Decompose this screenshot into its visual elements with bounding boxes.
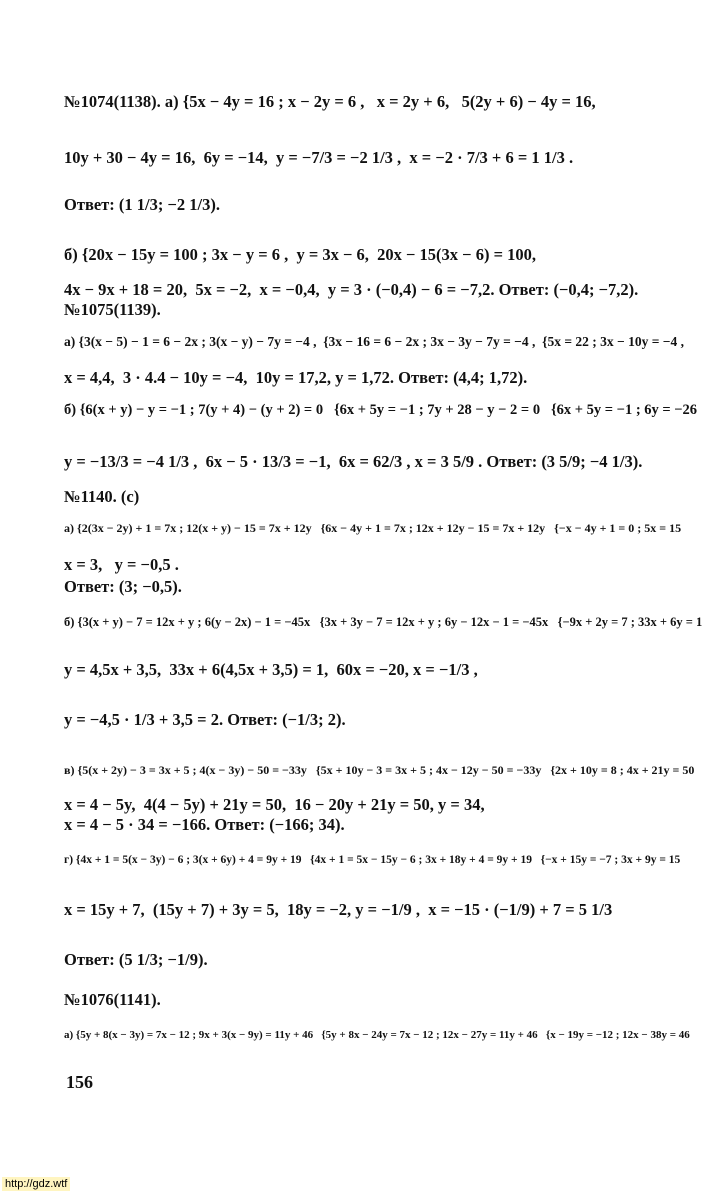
problem-1075a-solution: x = 4,4, 3 · 4.4 − 10y = −4, 10y = 17,2, y = 1,72. Ответ: (4,4; 1,72). — [64, 368, 528, 387]
problem-1140a-systems: а) {2(3x − 2y) + 1 = 7x ; 12(x + y) − 15 = 7x + 12y {6x − 4y + 1 = 7x ; 12x + 12y − 15 = 7x + 12y {−x − 4y + 1 = 0 ; 5x = 15 — [64, 521, 682, 535]
problem-1076-heading: №1076(1141). — [64, 990, 161, 1009]
problem-1076a-systems: а) {5y + 8(x − 3y) = 7x − 12 ; 9x + 3(x − 9y) = 11y + 46 {5y + 8x − 24y = 7x − 12 ; 12x − 27y = 11y + 46 {x − 19y = −12 ; 12x − 38y = 46 — [64, 1029, 690, 1041]
problem-1140v-systems: в) {5(x + 2y) − 3 = 3x + 5 ; 4(x − 3y) − 50 = −33y {5x + 10y − 3 = 3x + 5 ; 4x − 12y − 50 = −33y {2x + 10y = 8 ; 4x + 21y = 50 — [64, 763, 695, 777]
problem-1140g-solution: x = 15y + 7, (15y + 7) + 3y = 5, 18y = −2, y = −1/9 , x = −15 · (−1/9) + 7 = 5 1/3 — [64, 900, 613, 919]
problem-1140a-answer: Ответ: (3; −0,5). — [64, 577, 182, 596]
page-number: 156 — [66, 1072, 93, 1092]
problem-1074b-line-2: 4x − 9x + 18 = 20, 5x = −2, x = −0,4, y = 3 · (−0,4) − 6 = −7,2. Ответ: (−0,4; −7,2). — [64, 280, 639, 299]
problem-1074-line-2: 10y + 30 − 4y = 16, 6y = −14, y = −7/3 = −2 1/3 , x = −2 · 7/3 + 6 = 1 1/3 . — [64, 148, 574, 167]
problem-1075-heading: №1075(1139). — [64, 300, 161, 319]
problem-1140b-systems: б) {3(x + y) − 7 = 12x + y ; 6(y − 2x) − 1 = −45x {3x + 3y − 7 = 12x + y ; 6y − 12x − 1 = −45x {−9x + 2y = 7 ; 33x + 6y = 1 — [64, 615, 703, 629]
watermark-link[interactable]: http://gdz.wtf — [2, 1177, 70, 1191]
problem-1075a-systems: а) {3(x − 5) − 1 = 6 − 2x ; 3(x − y) − 7y = −4 , {3x − 16 = 6 − 2x ; 3x − 3y − 7y = −4 , {5x = 22 ; 3x − 10y = −4 , — [64, 334, 684, 349]
problem-1140-heading: №1140. (с) — [64, 487, 140, 506]
problem-1074-line-1: №1074(1138). а) {5x − 4y = 16 ; x − 2y = 6 , x = 2y + 6, 5(2y + 6) − 4y = 16, — [64, 92, 596, 111]
problem-1140g-systems: г) {4x + 1 = 5(x − 3y) − 6 ; 3(x + 6y) + 4 = 9y + 19 {4x + 1 = 5x − 15y − 6 ; 3x + 18y + 4 = 9y + 19 {−x + 15y = −7 ; 3x + 9y = 15 — [64, 854, 681, 866]
problem-1140b-solution: y = 4,5x + 3,5, 33x + 6(4,5x + 3,5) = 1, 60x = −20, x = −1/3 , — [64, 660, 478, 679]
problem-1140a-solution: x = 3, y = −0,5 . — [64, 555, 179, 574]
problem-1075b-solution: y = −13/3 = −4 1/3 , 6x − 5 · 13/3 = −1, 6x = 62/3 , x = 3 5/9 . Ответ: (3 5/9; −4 1/3). — [64, 452, 643, 471]
problem-1074b-line-1: б) {20x − 15y = 100 ; 3x − y = 6 , y = 3x − 6, 20x − 15(3x − 6) = 100, — [64, 245, 536, 264]
problem-1140b-answer: y = −4,5 · 1/3 + 3,5 = 2. Ответ: (−1/3; 2). — [64, 710, 346, 729]
problem-1140g-answer: Ответ: (5 1/3; −1/9). — [64, 950, 208, 969]
problem-1074-answer: Ответ: (1 1/3; −2 1/3). — [64, 195, 220, 214]
problem-1075b-systems: б) {6(x + y) − y = −1 ; 7(y + 4) − (y + 2) = 0 {6x + 5y = −1 ; 7y + 28 − y − 2 = 0 {6x + 5y = −1 ; 6y = −26 — [64, 402, 698, 418]
problem-1140v-solution-2: x = 4 − 5 · 34 = −166. Ответ: (−166; 34). — [64, 815, 345, 834]
problem-1140v-solution-1: x = 4 − 5y, 4(4 − 5y) + 21y = 50, 16 − 20y + 21y = 50, y = 34, — [64, 795, 485, 814]
